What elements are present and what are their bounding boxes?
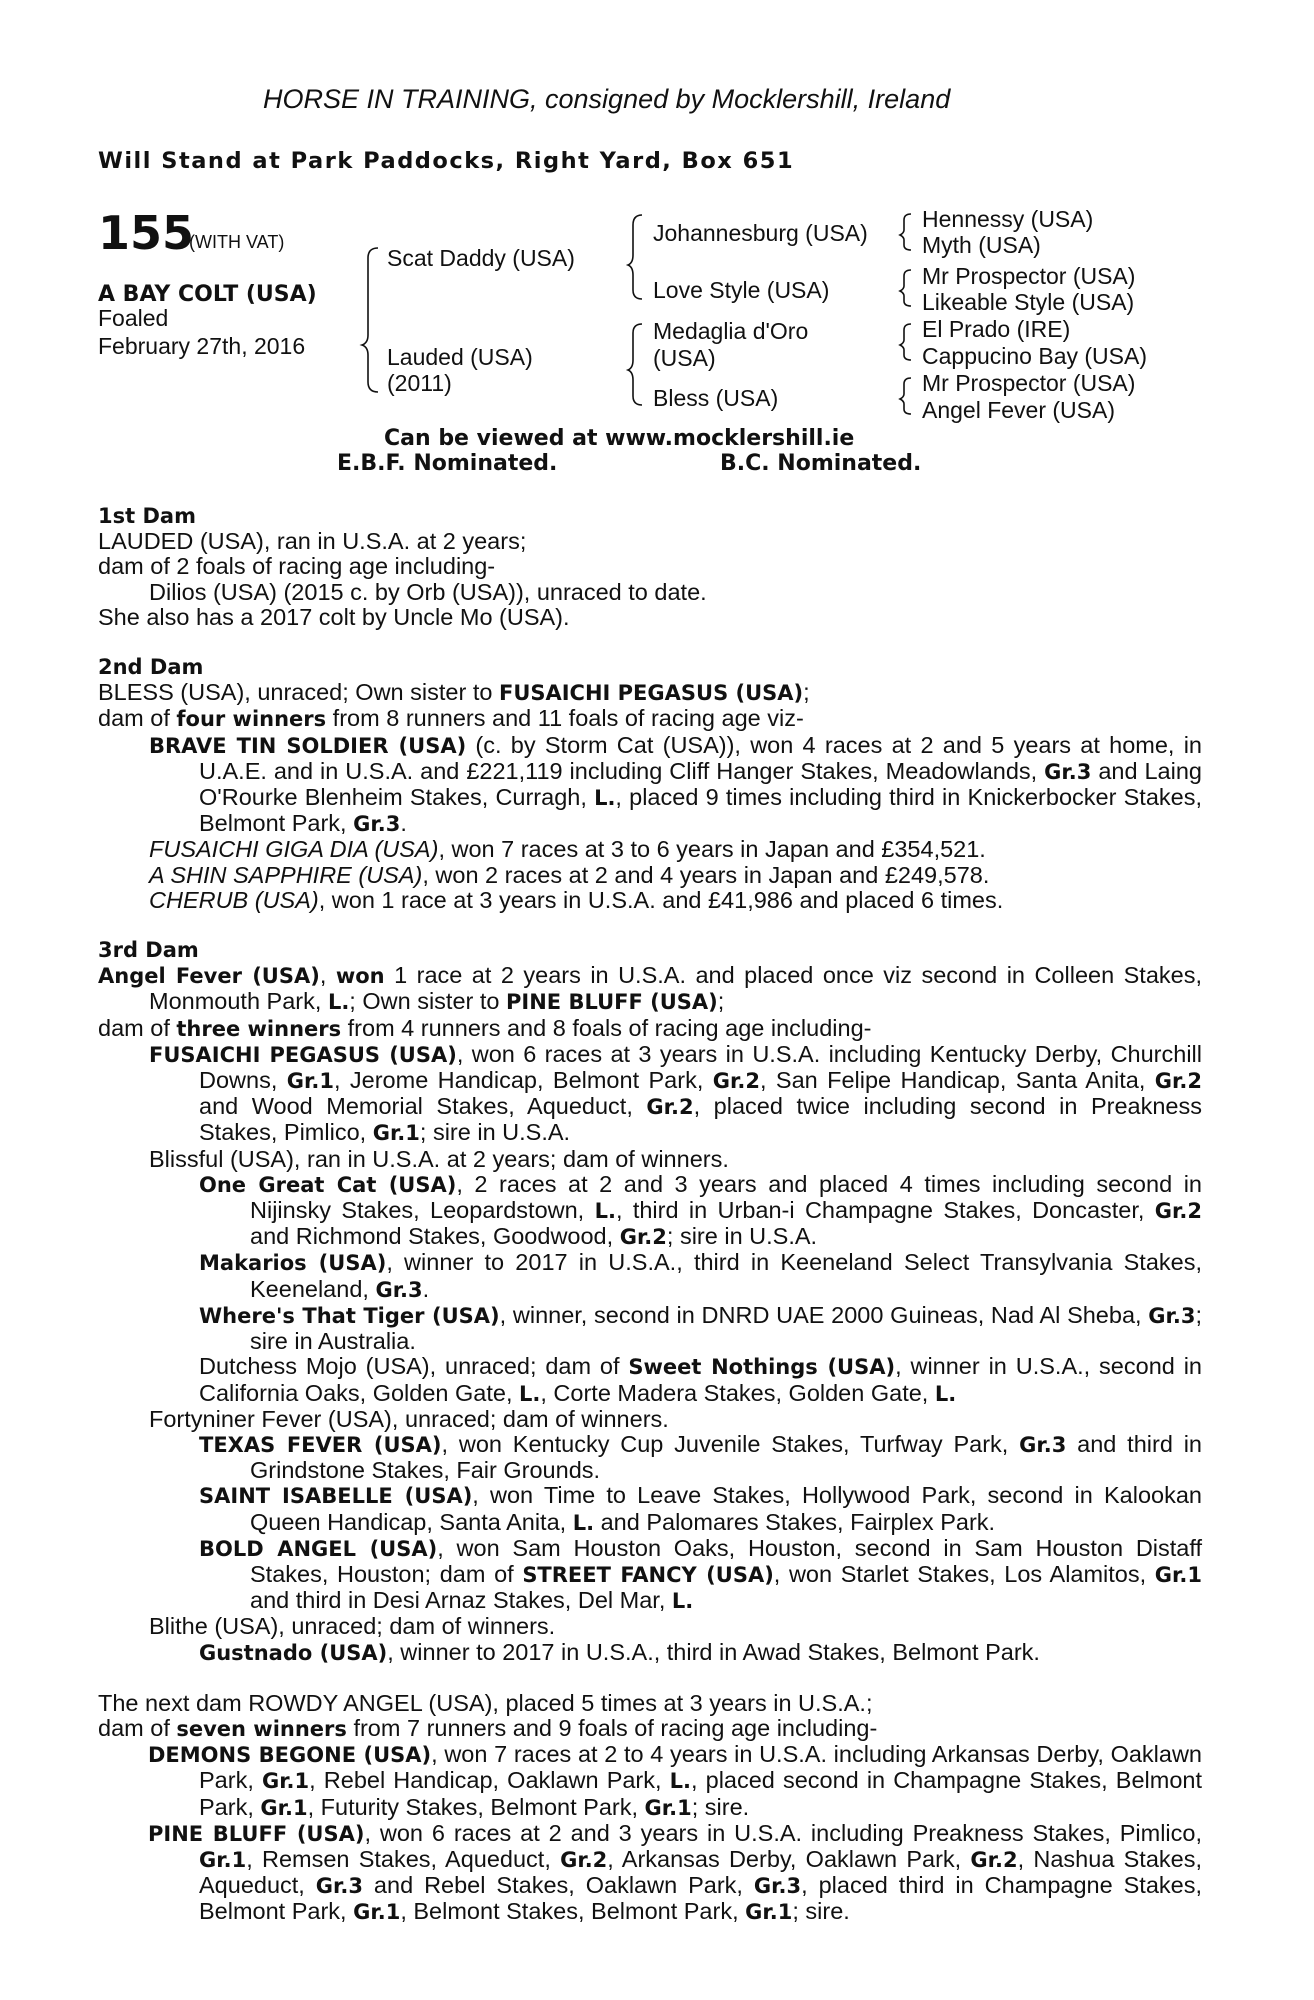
foaled-date: February 27th, 2016 bbox=[98, 333, 306, 359]
lot-number: 155 bbox=[98, 206, 195, 260]
produce-entry-bold-angel: BOLD ANGEL (USA), won Sam Houston Oaks, Houston, second in Sam Houston Distaff Stakes, Houston; dam of STREET FANCY (USA), won Starlet Stakes, Los Alamitos, Gr.1 and third in Desi Arnaz Stakes, Del Mar, L. bbox=[199, 1534, 1202, 1614]
website-note: Can be viewed at www.mocklershill.ie bbox=[384, 426, 855, 451]
first-dam-produce-line: dam of 2 foals of racing age including- bbox=[98, 553, 496, 580]
third-dam-heading: 3rd Dam bbox=[98, 938, 199, 963]
dam-sire-dam: Cappucino Bay (USA) bbox=[922, 343, 1147, 369]
sire-dam-sire: Mr Prospector (USA) bbox=[922, 263, 1136, 289]
first-dam-line: LAUDED (USA), ran in U.S.A. at 2 years; bbox=[98, 528, 527, 555]
second-dam-produce-line: dam of four winners from 8 runners and 11 foals of racing age viz- bbox=[98, 705, 804, 732]
produce-entry-dutchess-mojo: Dutchess Mojo (USA), unraced; dam of Sweet Nothings (USA), winner in U.S.A., second in California Oaks, Golden Gate, L., Corte Madera Stakes, Golden Gate, L. bbox=[199, 1353, 1202, 1406]
produce-entry-fusaichi-giga-dia: FUSAICHI GIGA DIA (USA), won 7 races at 3 to 6 years in Japan and £354,521. bbox=[149, 836, 986, 863]
sire-dam-dam: Likeable Style (USA) bbox=[922, 289, 1135, 315]
produce-entry-blithe: Blithe (USA), unraced; dam of winners. bbox=[149, 1613, 556, 1640]
produce-entry-texas-fever: TEXAS FEVER (USA), won Kentucky Cup Juvenile Stakes, Turfway Park, Gr.3 and third in Grindstone Stakes, Fair Grounds. bbox=[199, 1430, 1202, 1484]
dam: Lauded (USA) bbox=[387, 344, 533, 370]
produce-entry-cherub: CHERUB (USA), won 1 race at 3 years in U.S.A. and £41,986 and placed 6 times. bbox=[149, 886, 1004, 913]
produce-entry-makarios: Makarios (USA), winner to 2017 in U.S.A., third in Keeneland Select Transylvania Stakes, Keeneland, Gr.3. bbox=[199, 1249, 1202, 1302]
sire-sire-dam: Myth (USA) bbox=[922, 232, 1041, 258]
third-dam-line: Angel Fever (USA), won 1 race at 2 years in U.S.A. and placed once viz second in Colleen Stakes, Monmouth Park, L.; Own sister to PINE BLUFF (USA); bbox=[98, 962, 1202, 1015]
produce-entry-gustnado: Gustnado (USA), winner to 2017 in U.S.A., third in Awad Stakes, Belmont Park. bbox=[199, 1638, 1040, 1665]
second-dam-line: BLESS (USA), unraced; Own sister to FUSAICHI PEGASUS (USA); bbox=[98, 679, 810, 706]
produce-entry-blissful: Blissful (USA), ran in U.S.A. at 2 years; dam of winners. bbox=[149, 1145, 729, 1172]
dam-sire-origin: (USA) bbox=[653, 345, 716, 371]
produce-entry-saint-isabelle: SAINT ISABELLE (USA), won Time to Leave Stakes, Hollywood Park, second in Kalookan Queen Handicap, Santa Anita, L. and Palomares Stakes, Fairplex Park. bbox=[199, 1482, 1202, 1535]
dam-produce-record bbox=[98, 504, 1202, 1926]
dam-dam: Bless (USA) bbox=[653, 385, 779, 411]
dam-sire-sire: El Prado (IRE) bbox=[922, 316, 1071, 342]
lot-description: A BAY COLT (USA) bbox=[98, 282, 317, 307]
produce-entry-a-shin-sapphire: A SHIN SAPPHIRE (USA), won 2 races at 2 and 4 years in Japan and £249,578. bbox=[149, 861, 990, 888]
dam-dam-dam: Angel Fever (USA) bbox=[922, 397, 1116, 423]
third-dam-produce-line: dam of three winners from 4 runners and 8 foals of racing age including- bbox=[98, 1014, 872, 1041]
produce-entry-demons-begone: DEMONS BEGONE (USA), won 7 races at 2 to 4 years in U.S.A. including Arkansas Derby, Oaklawn Park, Gr.1, Rebel Handicap, Oaklawn Park, L., placed second in Champagne Stakes, Belmont Park, Gr.1, Futurity Stakes, Belmont Park, Gr.1; sire. bbox=[148, 1741, 1202, 1820]
produce-entry-fortyniner-fever: Fortyniner Fever (USA), unraced; dam of winners. bbox=[149, 1405, 669, 1432]
first-dam-foal-entry: Dilios (USA) (2015 c. by Orb (USA)), unraced to date. bbox=[149, 578, 707, 605]
next-dam-line: The next dam ROWDY ANGEL (USA), placed 5 times at 3 years in U.S.A.; bbox=[98, 1689, 873, 1716]
ebf-nominated: E.B.F. Nominated. bbox=[337, 451, 558, 476]
sire: Scat Daddy (USA) bbox=[387, 245, 575, 271]
sire-dam: Love Style (USA) bbox=[653, 277, 830, 303]
produce-entry-one-great-cat: One Great Cat (USA), 2 races at 2 and 3 years and placed 4 times including second in Nijinsky Stakes, Leopardstown, L., third in Urban-i Champagne Stakes, Doncaster, Gr.2 and Richmond Stakes, Goodwood, Gr.2; sire in U.S.A. bbox=[199, 1170, 1202, 1250]
catalogue-header: HORSE IN TRAINING, consigned by Mocklershill, Ireland bbox=[263, 84, 951, 114]
next-dam-produce-line: dam of seven winners from 7 runners and 9 foals of racing age including- bbox=[98, 1714, 878, 1741]
dam-sire: Medaglia d'Oro bbox=[653, 318, 809, 344]
produce-entry-brave-tin-soldier: BRAVE TIN SOLDIER (USA) (c. by Storm Cat (USA)), won 4 races at 2 and 5 years at home, in U.A.E. and in U.S.A. and £221,119 including Cliff Hanger Stakes, Meadowlands, Gr.3 and Laing O'Rourke Blenheim Stakes, Curragh, L., placed 9 times including third in Knickerbocker Stakes, Belmont Park, Gr.3. bbox=[149, 731, 1202, 837]
produce-entry-wheres-that-tiger: Where's That Tiger (USA), winner, second in DNRD UAE 2000 Guineas, Nad Al Sheba, Gr.3; sire in Australia. bbox=[199, 1301, 1202, 1355]
sire-sire-sire: Hennessy (USA) bbox=[922, 206, 1094, 232]
dam-year: (2011) bbox=[387, 370, 452, 396]
second-dam-heading: 2nd Dam bbox=[98, 655, 204, 680]
foaled-label: Foaled bbox=[98, 305, 169, 331]
produce-entry-fusaichi-pegasus: FUSAICHI PEGASUS (USA), won 6 races at 3 years in U.S.A. including Kentucky Derby, Churchill Downs, Gr.1, Jerome Handicap, Belmont Park, Gr.2, San Felipe Handicap, Santa Anita, Gr.2 and Wood Memorial Stakes, Aqueduct, Gr.2, placed twice including second in Preakness Stakes, Pimlico, Gr.1; sire in U.S.A. bbox=[149, 1040, 1202, 1146]
produce-entry-pine-bluff: PINE BLUFF (USA), won 6 races at 2 and 3 years in U.S.A. including Preakness Stakes, Pimlico, Gr.1, Remsen Stakes, Aqueduct, Gr.2, Arkansas Derby, Oaklawn Park, Gr.2, Nashua Stakes, Aqueduct, Gr.3 and Rebel Stakes, Oaklawn Park, Gr.3, placed third in Champagne Stakes, Belmont Park, Gr.1, Belmont Stakes, Belmont Park, Gr.1; sire. bbox=[148, 1819, 1203, 1925]
vat-note: (WITH VAT) bbox=[189, 232, 285, 252]
bc-nominated: B.C. Nominated. bbox=[720, 451, 922, 476]
first-dam-yearling-note: She also has a 2017 colt by Uncle Mo (USA). bbox=[98, 603, 570, 630]
dam-dam-sire: Mr Prospector (USA) bbox=[922, 370, 1136, 396]
sire-sire: Johannesburg (USA) bbox=[653, 220, 868, 246]
stabling-location: Will Stand at Park Paddocks, Right Yard, Box 651 bbox=[98, 148, 795, 174]
first-dam-heading: 1st Dam bbox=[98, 504, 196, 528]
